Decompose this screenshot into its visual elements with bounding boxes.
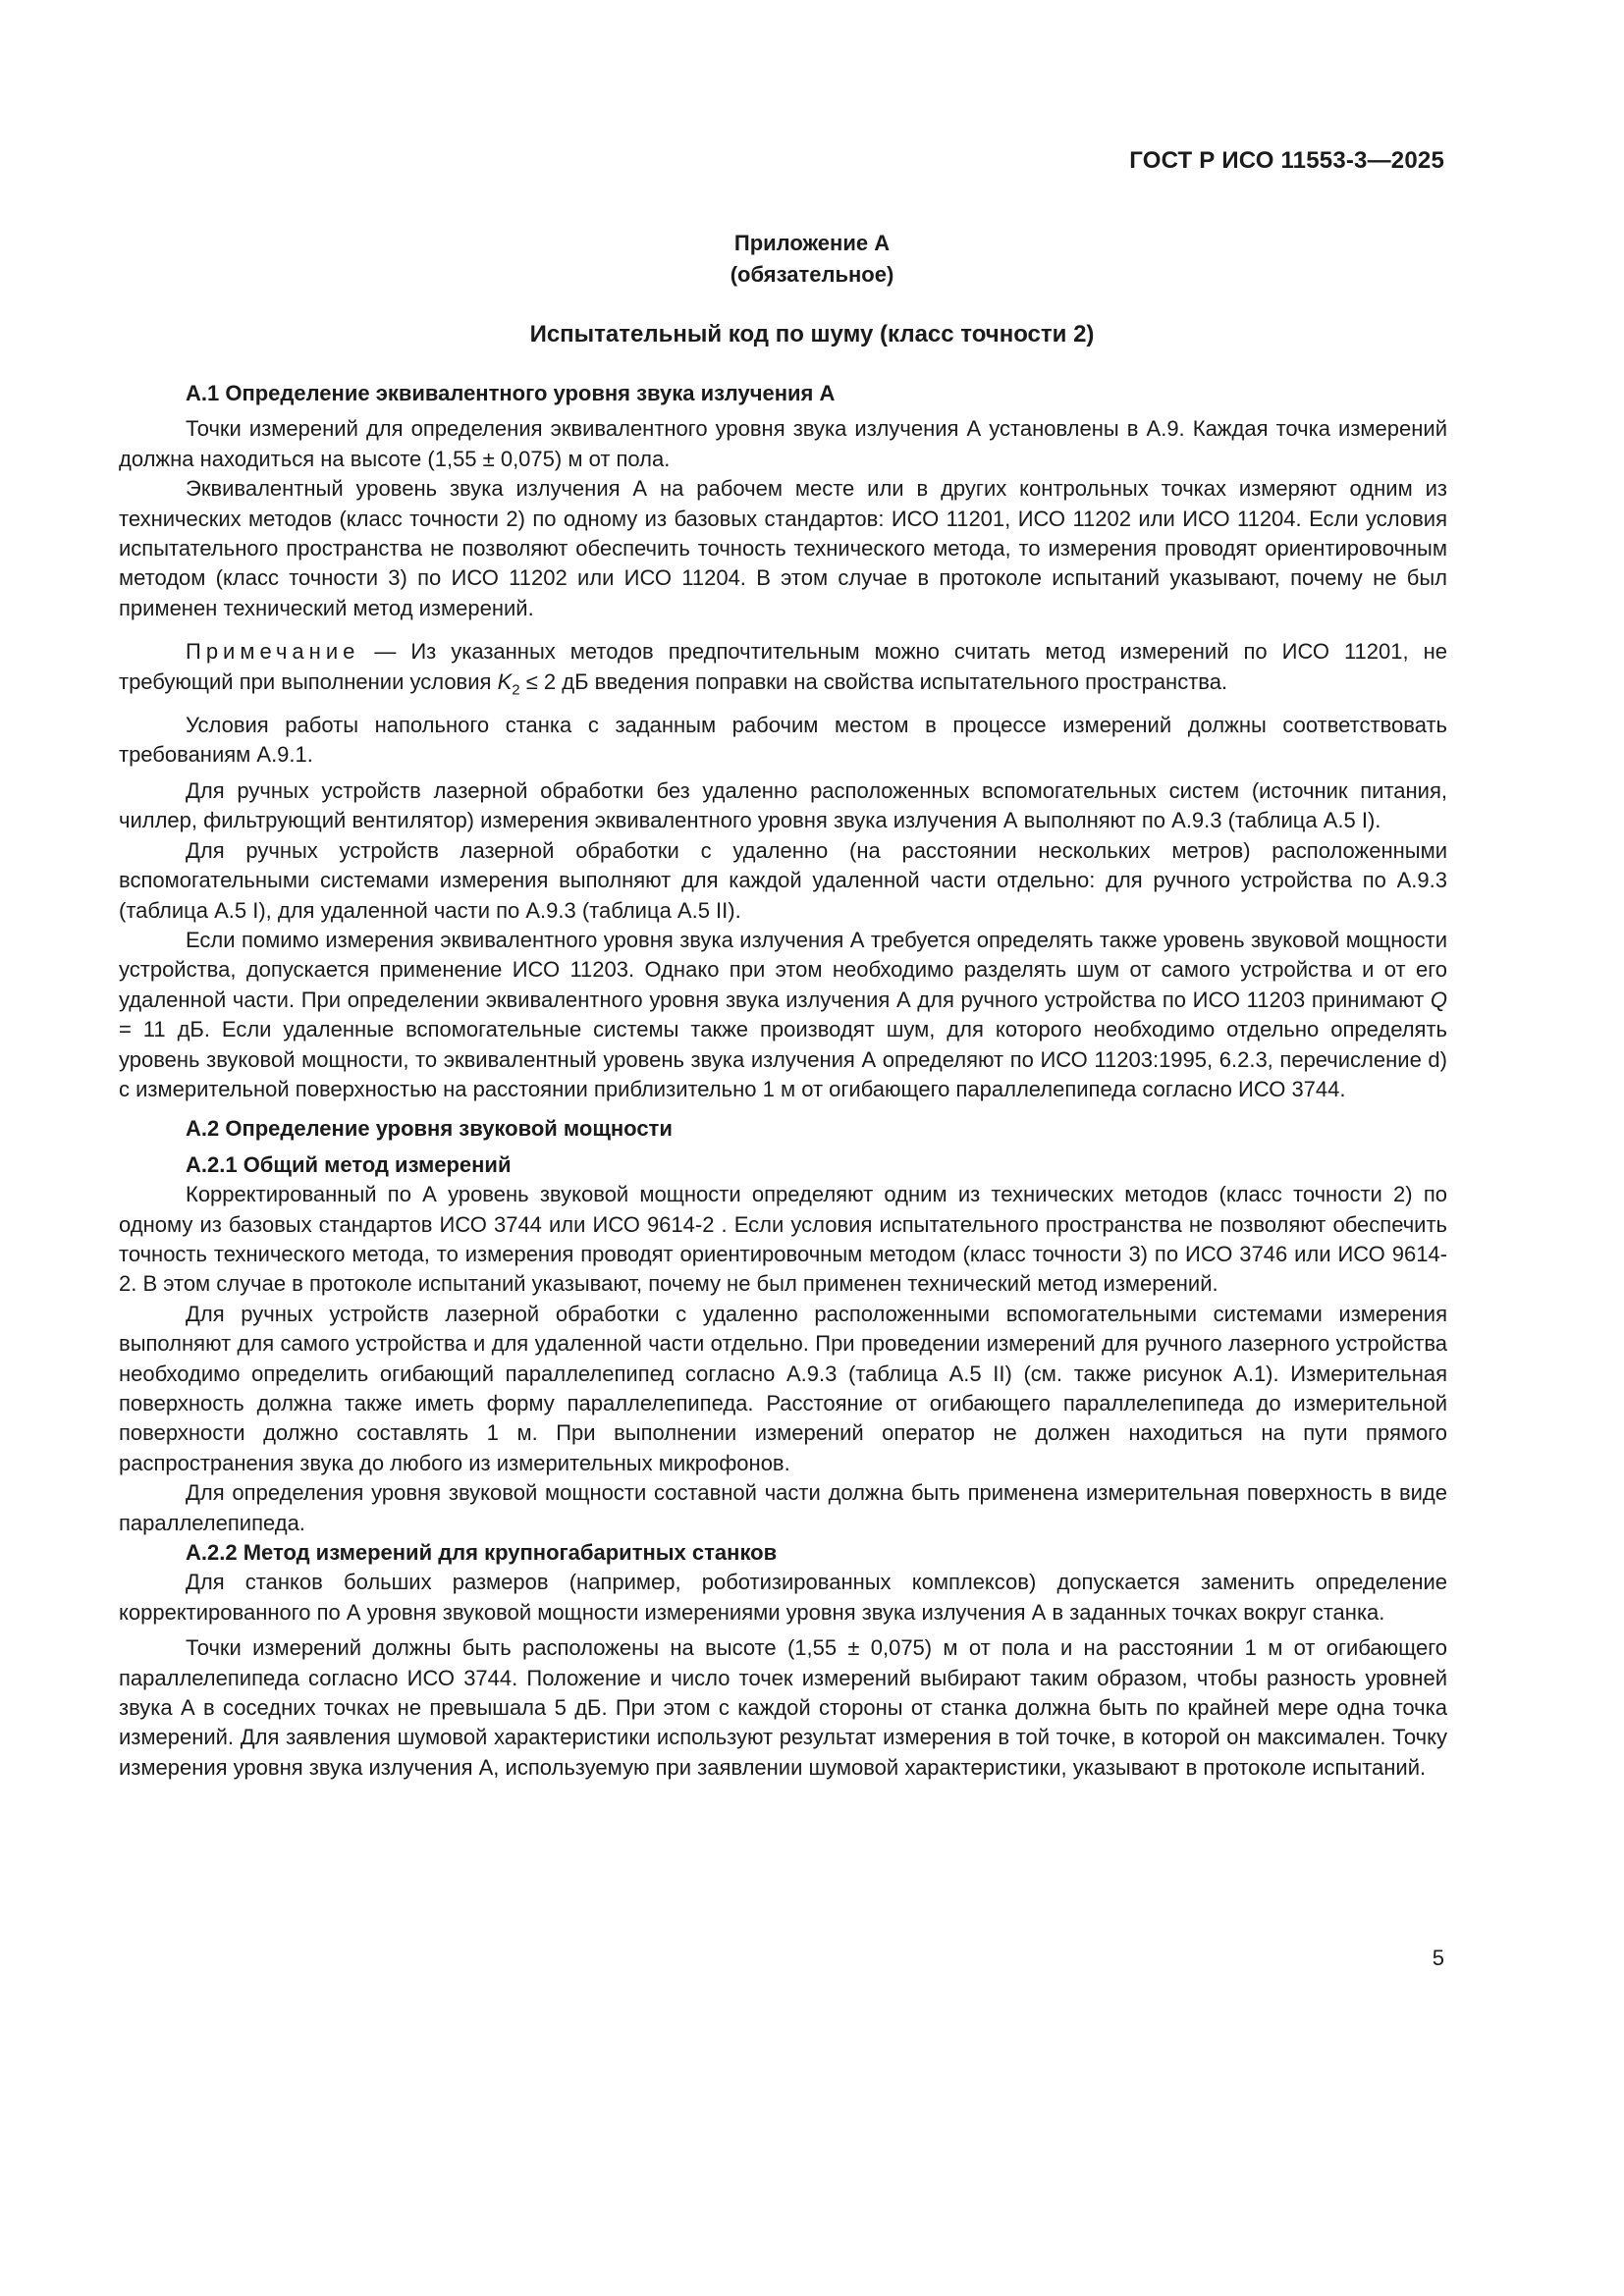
page-number: 5 [1432, 1946, 1444, 1970]
paragraph: Эквивалентный уровень звука излучения А на рабочем месте или в других контрольных точках измеряют одним из технических методов (класс точности 2) по одному из базовых стандартов: ИСО 11201, ИСО 11202 или ИСО 11204. Если условия испытательного пространства не позволяют обеспечить точность технического метода, то измерения проводят ориентировочным методом (класс точности 3) по ИСО 11202 или ИСО 11204. В этом случае в протоколе испытаний указывают, почему не был применен технический метод измерений. [119, 476, 1447, 620]
annex-status: (обязательное) [730, 262, 894, 287]
annex-title: Испытательный код по шуму (класс точности 2) [529, 321, 1095, 347]
paragraph-text: = 11 дБ. Если удаленные вспомогательные системы также производят шум, для которого необходимо отдельно определять уровень звуковой мощности, то эквивалентный уровень звука излучения А определяют по ИСО 11203:1995, 6.2.3, перечисление d) с измерительной поверхностью на расстоянии приблизительно 1 м от огибающего параллелепипеда согласно ИСО 3744. [119, 1017, 1447, 1101]
paragraph [119, 926, 1447, 1104]
paragraph: Для станков больших размеров (например, роботизированных комплексов) допускается заменить определение корректированного по А уровня звуковой мощности измерениями уровня звука излучения А в заданных точках вокруг станка. [119, 1570, 1447, 1625]
document-code: ГОСТ Р ИСО 11553-3—2025 [1129, 147, 1444, 174]
paragraph: Условия работы напольного станка с заданным рабочим местом в процессе измерений должны соответствовать требованиям А.9.1. [119, 713, 1447, 768]
note-text: — Из указанных методов предпочтительным можно считать метод измерений по ИСО 11201, не требующий при выполнении условия [119, 639, 1447, 694]
section-a2-heading: А.2 Определение уровня звуковой мощности [186, 1116, 673, 1142]
section-a22-heading: А.2.2 Метод измерений для крупногабаритных станков [186, 1540, 778, 1566]
paragraph: Точки измерений для определения эквивалентного уровня звука излучения А установлены в А.9. Каждая точка измерений должна находиться на высоте (1,55 ± 0,075) м от пола. [119, 416, 1447, 471]
section-a21-heading: А.2.1 Общий метод измерений [186, 1151, 512, 1177]
note-text: ≤ 2 дБ введения поправки на свойства испытательного пространства. [519, 668, 1228, 694]
note-subscript: 2 [512, 681, 520, 699]
note [119, 637, 1447, 697]
paragraph-text: Если помимо измерения эквивалентного уровня звука излучения А требуется определять также уровень звуковой мощности устройства, допускается применение ИСО 11203. Однако при этом необходимо разделять шум от самого устройства и от его удаленной части. При определении эквивалентного уровня звука излучения А для ручного устройства по ИСО 11203 принимают [119, 927, 1447, 1012]
annex-label: Приложение А [733, 231, 891, 255]
section-a1-heading: А.1 Определение эквивалентного уровня звука излучения А [186, 381, 836, 405]
annex-heading [0, 228, 1624, 291]
paragraph: Для ручных устройств лазерной обработки с удаленно расположенными вспомогательными системами измерения выполняют для самого устройства и для удаленной части отдельно. При проведении измерений для ручного лазерного устройства необходимо определить огибающий параллелепипед согласно А.9.3 (таблица А.5 II) (см. также рисунок А.1). Измерительная поверхность должна также иметь форму параллелепипеда. Расстояние от огибающего параллелепипеда до измерительной поверхности должно составлять 1 м. При выполнении измерений оператор не должен находиться на пути прямого распространения звука до любого из измерительных микрофонов. [119, 1301, 1447, 1475]
paragraph: Точки измерений должны быть расположены на высоте (1,55 ± 0,075) м от пола и на расстоянии 1 м от огибающего параллелепипеда согласно ИСО 3744. Положение и число точек измерений выбирают таким образом, чтобы разность уровней звука А в соседних точках не превышала 5 дБ. При этом с каждой стороны от станка должна быть по крайней мере одна точка измерений. Для заявления шумовой характеристики используют результат измерения в той точке, в которой он максимален. Точку измерения уровня звука излучения А, используемую при заявлении шумовой характеристики, указывают в протоколе испытаний. [119, 1635, 1447, 1780]
note-variable: K [497, 668, 513, 694]
variable-q: Q [1430, 987, 1447, 1012]
paragraph: Корректированный по А уровень звуковой мощности определяют одним из технических методов (класс точности 2) по одному из базовых стандартов ИСО 3744 или ИСО 9614-2 . Если условия испытательного пространства не позволяют обеспечить точность технического метода, то измерения проводят ориентировочным методом (класс точности 3) по ИСО 3746 или ИСО 9614-2. В этом случае в протоколе испытаний указывают, почему не был применен технический метод измерений. [119, 1182, 1447, 1297]
paragraph: Для ручных устройств лазерной обработки без удаленно расположенных вспомогательных систем (источник питания, чиллер, фильтрующий вентилятор) измерения эквивалентного уровня звука излучения А выполняют по А.9.3 (таблица А.5 I). [119, 777, 1447, 833]
document-body [119, 379, 1447, 1783]
paragraph: Для определения уровня звуковой мощности составной части должна быть применена измерительная поверхность в виде параллелепипеда. [119, 1480, 1447, 1535]
note-label: Примечание [186, 639, 360, 665]
paragraph: Для ручных устройств лазерной обработки с удаленно (на расстоянии нескольких метров) расположенными вспомогательными системами измерения выполняют для каждой удаленной части отдельно: для ручного устройства по А.9.3 (таблица А.5 I), для удаленной части по А.9.3 (таблица А.5 II). [119, 837, 1447, 923]
